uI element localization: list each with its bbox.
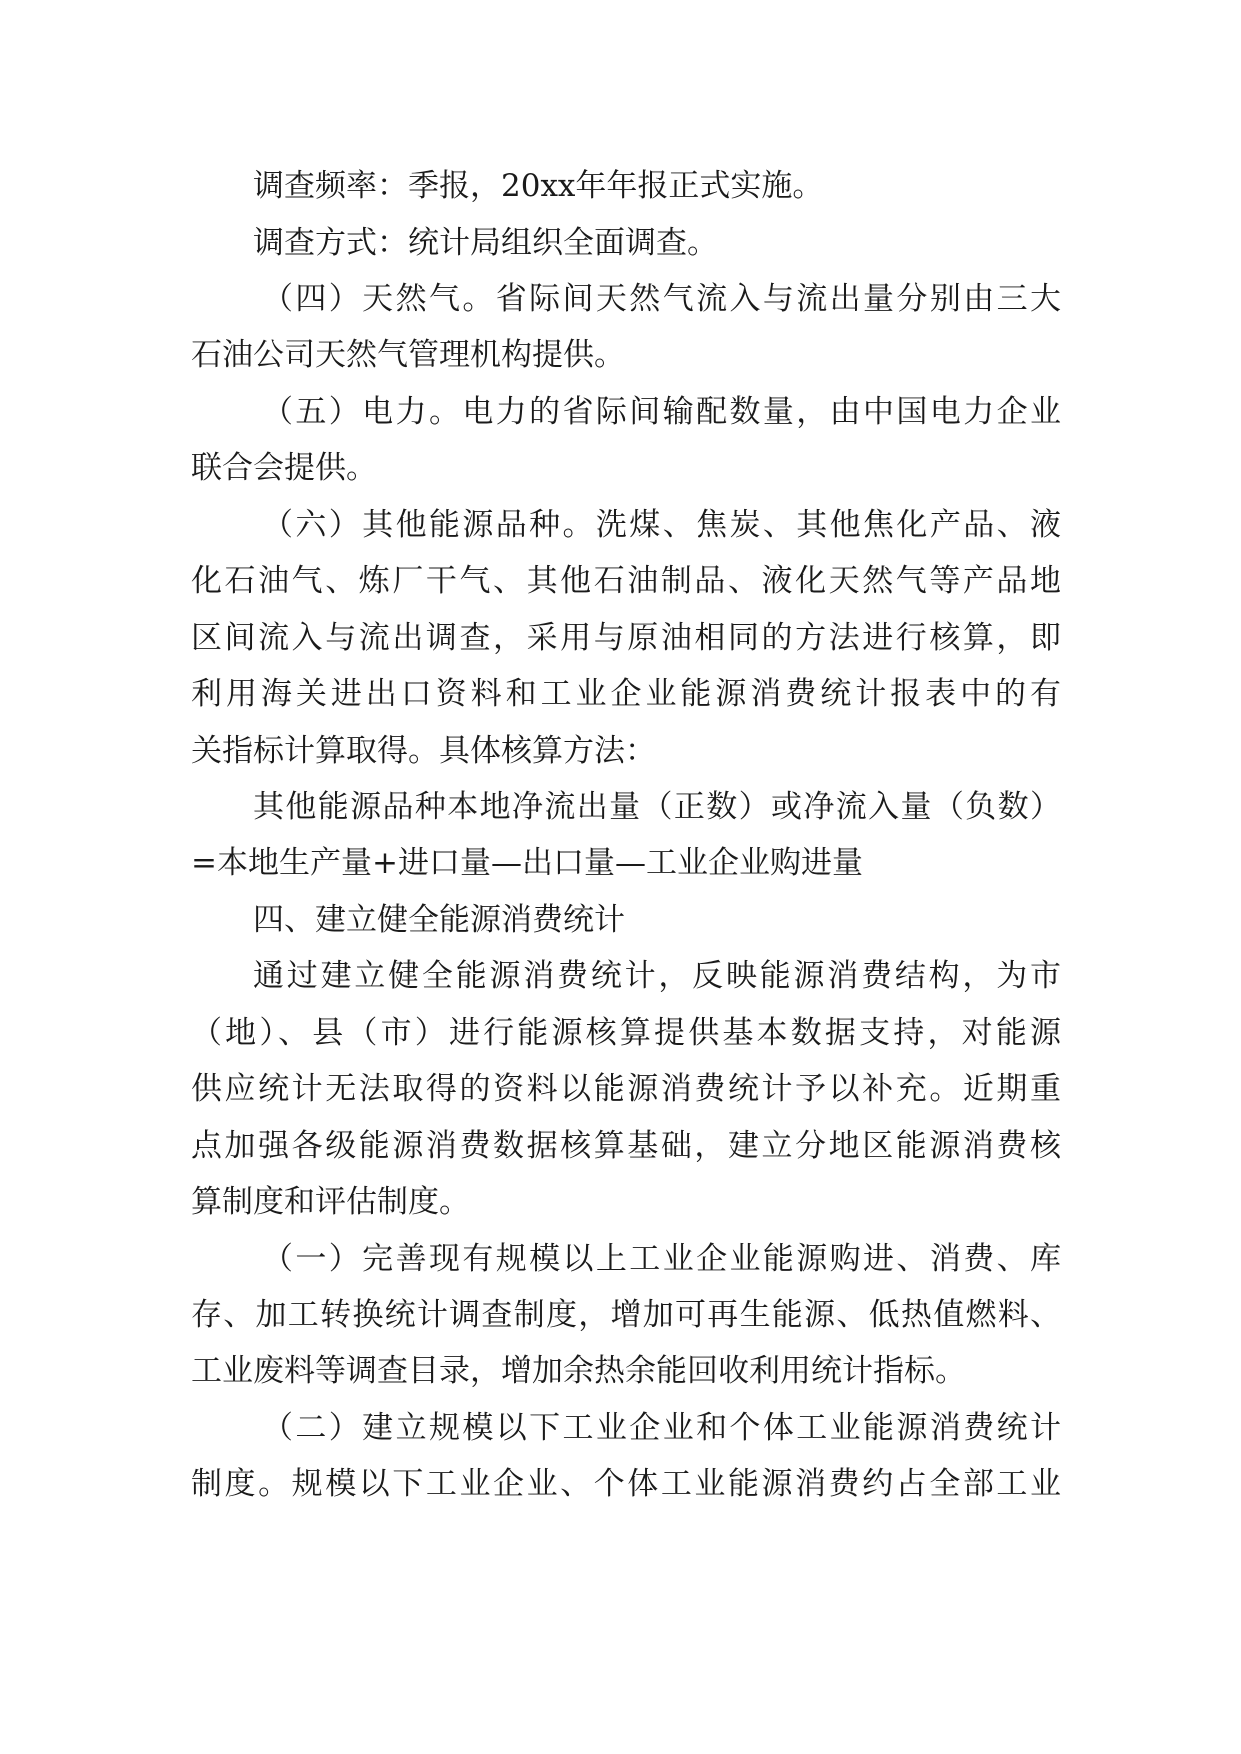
text-line: 化石油气、炼厂干气、其他石油制品、液化天然气等产品地 xyxy=(191,563,1061,599)
text-line: 利用海关进出口资料和工业企业能源消费统计报表中的有 xyxy=(191,676,1061,712)
text-line: 关指标计算取得。具体核算方法： xyxy=(191,733,656,769)
text-line: 其他能源品种本地净流出量（正数）或净流入量（负数） xyxy=(253,789,1061,825)
text-line: （二）建立规模以下工业企业和个体工业能源消费统计 xyxy=(262,1410,1061,1446)
text-line: 石油公司天然气管理机构提供。 xyxy=(191,337,625,373)
text-line: 通过建立健全能源消费统计，反映能源消费结构，为市 xyxy=(253,958,1061,994)
text-line: 工业废料等调查目录，增加余热余能回收利用统计指标。 xyxy=(191,1353,966,1389)
text-line: 制度。规模以下工业企业、个体工业能源消费约占全部工业 xyxy=(191,1466,1061,1502)
text-line: 调查方式：统计局组织全面调查。 xyxy=(253,225,718,261)
text-line: （五）电力。电力的省际间输配数量，由中国电力企业 xyxy=(262,394,1061,430)
text-line: （地）、县（市）进行能源核算提供基本数据支持，对能源 xyxy=(191,1015,1061,1051)
text-line: 联合会提供。 xyxy=(191,450,377,486)
text-line: 存、加工转换统计调查制度，增加可再生能源、低热值燃料、 xyxy=(191,1297,1061,1333)
text-line: 调查频率：季报，20xx年年报正式实施。 xyxy=(253,168,824,204)
text-line: 算制度和评估制度。 xyxy=(191,1184,470,1220)
text-line: （四）天然气。省际间天然气流入与流出量分别由三大 xyxy=(262,281,1061,317)
section-heading: 四、建立健全能源消费统计 xyxy=(253,902,625,938)
text-line: （一）完善现有规模以上工业企业能源购进、消费、库 xyxy=(262,1241,1061,1277)
text-line: 区间流入与流出调查，采用与原油相同的方法进行核算，即 xyxy=(191,620,1061,656)
text-line: 供应统计无法取得的资料以能源消费统计予以补充。近期重 xyxy=(191,1071,1061,1107)
text-line: （六）其他能源品种。洗煤、焦炭、其他焦化产品、液 xyxy=(262,507,1061,543)
text-line: 点加强各级能源消费数据核算基础，建立分地区能源消费核 xyxy=(191,1128,1061,1164)
formula-line: =本地生产量+进口量—出口量—工业企业购进量 xyxy=(191,845,863,881)
